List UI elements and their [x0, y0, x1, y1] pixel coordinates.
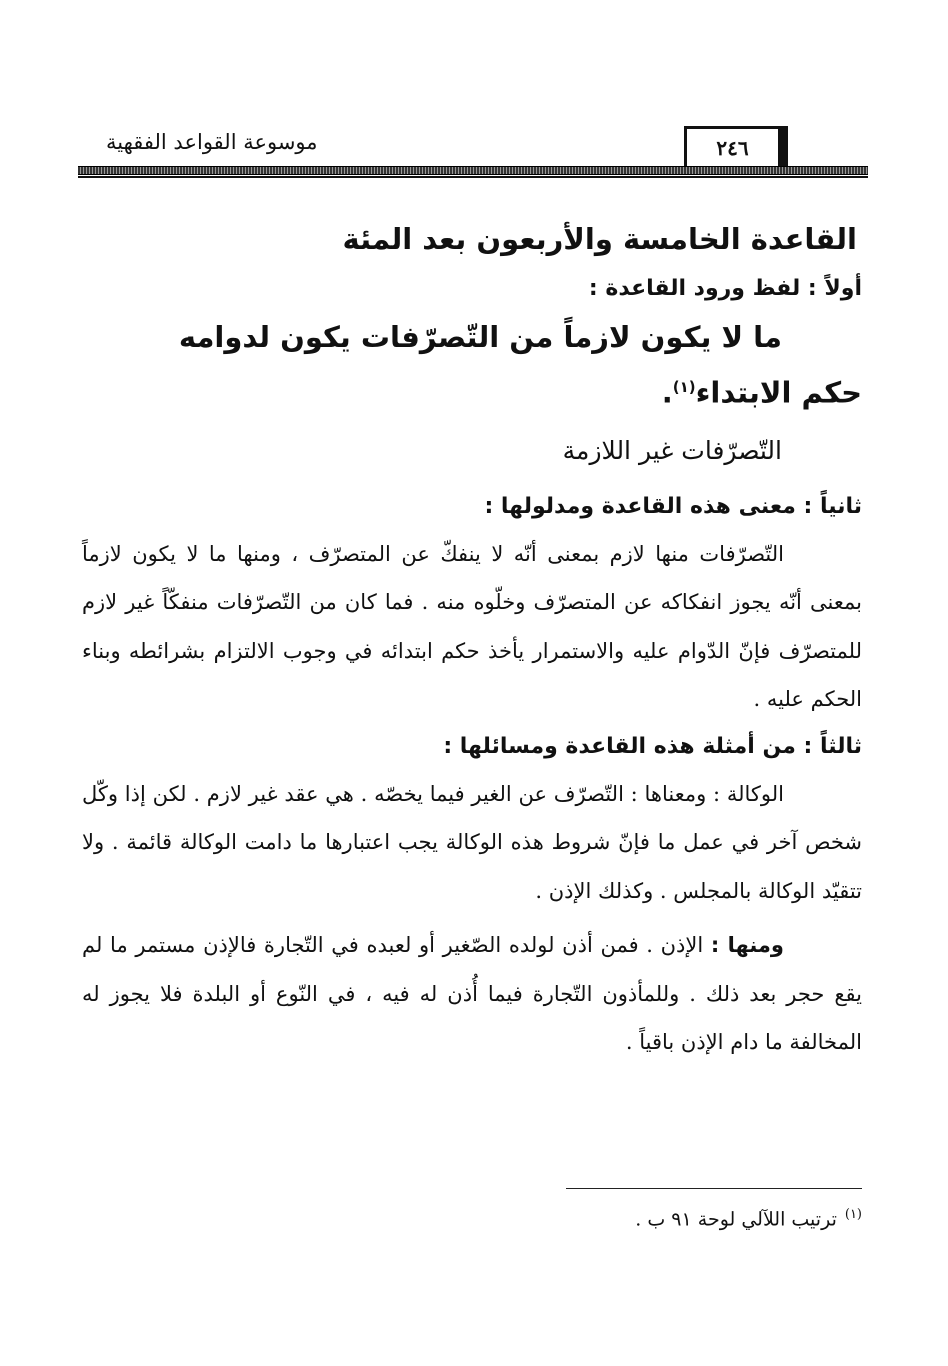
page-number: ٢٤٦	[684, 126, 788, 166]
example-paragraph-2	[82, 921, 862, 1067]
subheading: التّصرّفات غير اللازمة	[562, 435, 782, 465]
footnote-reference: (١)	[672, 378, 696, 396]
footnote-rule	[566, 1188, 862, 1189]
page-body	[82, 212, 862, 1067]
header-rule-thin	[78, 176, 868, 178]
section-heading-meaning: ثانياً : معنى هذه القاعدة ومدلولها :	[484, 493, 862, 519]
example-paragraph-2-text: الإذن . فمن أذن لولده الصّغير أو لعبده في التّجارة فالإذن مستمر ما لم يقع حجر بعد ذلك . وللمأذون التّجارة فيما أُذن له فيه ، في النّوع أو البلدة فلا يجوز له المخالفة ما دام الإذن باقياً .	[82, 933, 862, 1055]
maxim-line-1: ما لا يكون لازماً من التّصرّفات يكون لدوامه	[178, 320, 782, 354]
rule-title: القاعدة الخامسة والأربعون بعد المئة	[342, 222, 857, 256]
example-paragraph-1	[82, 770, 862, 916]
footnote-text: ترتيب اللآلي لوحة ٩١ ب .	[635, 1208, 837, 1231]
running-title: موسوعة القواعد الفقهية	[106, 130, 318, 154]
section-heading-wording: أولاً : لفظ ورود القاعدة :	[588, 276, 862, 301]
example-paragraph-2-lead: ومنها :	[710, 933, 784, 958]
meaning-paragraph-text: التّصرّفات منها لازم بمعنى أنّه لا ينفكّ عن المتصرّف ، ومنها ما لا يكون لازماً بمعنى أنّه يجوز انفكاكه عن المتصرّف وخلّوه منه . فما كان من التّصرّفات منفكّاً غير لازم للمتصرّف فإنّ الدّوام عليه والاستمرار يأخذ حكم ابتدائه في وجوب الالتزام بشرائطه وبناء الحكم عليه .	[82, 541, 862, 712]
maxim-line-2: حكم الابتداء	[695, 375, 862, 410]
header-rule	[78, 166, 868, 175]
footnote-number: (١)	[844, 1207, 862, 1222]
maxim-end: .	[661, 375, 673, 410]
footnote	[400, 1198, 862, 1236]
page-header	[78, 118, 868, 178]
maxim-line-2-wrap	[82, 362, 862, 418]
meaning-paragraph	[82, 530, 862, 724]
example-paragraph-1-text: الوكالة : ومعناها : التّصرّف عن الغير فيما يخصّه . هي عقد غير لازم . لكن إذا وكّل شخص آخر في عمل ما فإنّ شروط هذه الوكالة يجب اعتبارها ما دامت الوكالة قائمة . ولا تتقيّد الوكالة بالمجلس . وكذلك الإذن .	[82, 781, 862, 903]
section-heading-examples: ثالثاً : من أمثلة هذه القاعدة ومسائلها :	[443, 733, 862, 759]
maxim-text	[82, 312, 862, 418]
